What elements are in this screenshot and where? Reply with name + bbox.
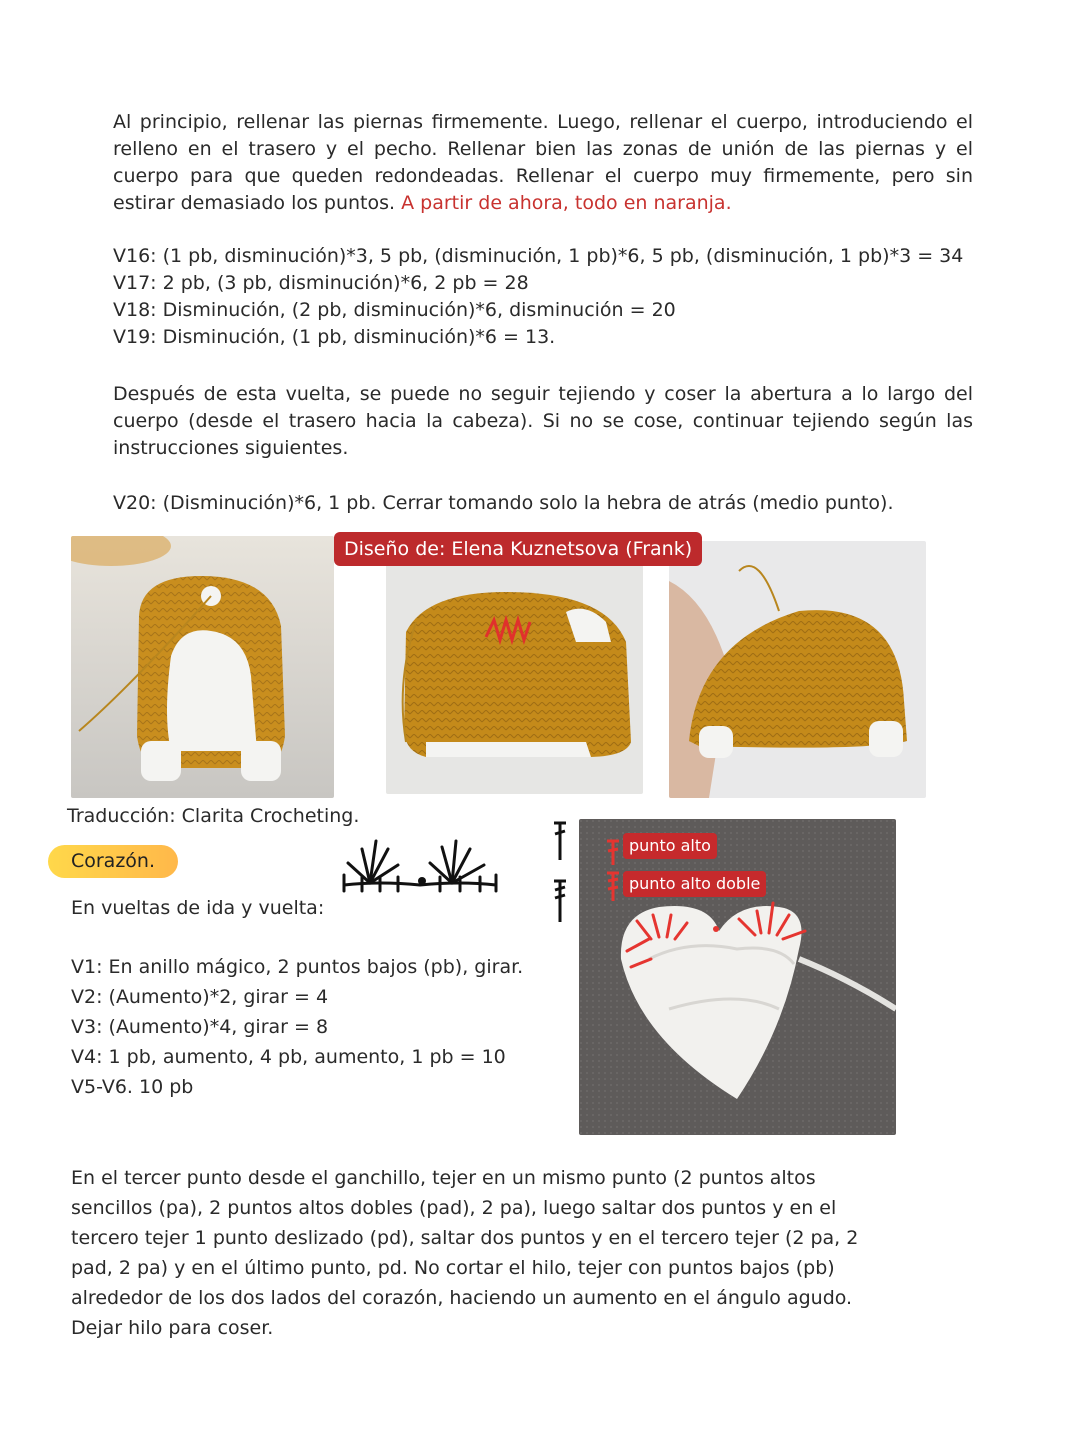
photo-body-back	[71, 536, 334, 798]
heart-intro: En vueltas de ida y vuelta:	[71, 897, 325, 919]
treble-symbol-icon	[553, 820, 567, 862]
row-v19: V19: Disminución, (1 pb, disminución)*6 = 13.	[113, 326, 556, 348]
heart-row-v1: V1: En anillo mágico, 2 puntos bajos (pb), girar.	[71, 956, 524, 978]
row-v17: V17: 2 pb, (3 pb, disminución)*6, 2 pb = 28	[113, 272, 529, 294]
design-credit-tag: Diseño de: Elena Kuznetsova (Frank)	[334, 532, 702, 566]
intro-highlight: A partir de ahora, todo en naranja.	[401, 192, 732, 214]
heart-rows	[71, 952, 523, 1102]
heart-row-v5-v6: V5-V6. 10 pb	[71, 1076, 194, 1098]
intro-paragraph	[113, 109, 973, 217]
heart-row-v2: V2: (Aumento)*2, girar = 4	[71, 986, 329, 1008]
row-v20: V20: (Disminución)*6, 1 pb. Cerrar tomando solo la hebra de atrás (medio punto).	[113, 492, 894, 514]
legend-double-treble-label: punto alto doble	[623, 871, 766, 897]
legend-treble-label: punto alto	[623, 833, 717, 859]
intro-text: Al principio, rellenar las piernas firmemente. Luego, rellenar el cuerpo, introduciendo el relleno en el trasero y el pecho. Rellenar bien las zonas de unión de las piernas y el cuerpo para que queden redondeadas. Rellenar el cuerpo muy firmemente, pero sin estirar demasiado los puntos.	[113, 111, 973, 214]
heart-row-v3: V3: (Aumento)*4, girar = 8	[71, 1016, 329, 1038]
photo-body-hand	[669, 541, 926, 798]
heart-row-v4: V4: 1 pb, aumento, 4 pb, aumento, 1 pb = 10	[71, 1046, 506, 1068]
row-v18: V18: Disminución, (2 pb, disminución)*6, disminución = 20	[113, 299, 676, 321]
photo-body-side	[386, 542, 643, 794]
heart-instructions: En el tercer punto desde el ganchillo, tejer en un mismo punto (2 puntos altos sencillos (pa), 2 puntos altos dobles (pad), 2 pa), luego saltar dos puntos y en el tercero tejer 1 punto deslizado (pd), saltar dos puntos y en el tercero tejer (2 pa, 2 pad, 2 pa) y en el último punto, pd. No cortar el hilo, tejer con puntos bajos (pb) alrededor de los dos lados del corazón, haciendo un aumento en el ángulo agudo. Dejar hilo para coser.	[71, 1167, 859, 1339]
double-treble-symbol-icon	[553, 878, 567, 924]
row-v16: V16: (1 pb, disminución)*3, 5 pb, (disminución, 1 pb)*6, 5 pb, (disminución, 1 pb)*3 = 34	[113, 245, 964, 267]
after-rows-paragraph: Después de esta vuelta, se puede no seguir tejiendo y coser la abertura a lo largo del cuerpo (desde el trasero hacia la cabeza). Si no se cose, continuar tejiendo según las instrucciones siguientes.	[113, 383, 973, 459]
heart-section-title: Corazón.	[48, 845, 178, 878]
body-rows	[113, 243, 963, 351]
translation-credit: Traducción: Clarita Crocheting.	[67, 805, 360, 827]
stitch-chart-diagram	[340, 835, 500, 893]
photo-heart	[579, 819, 896, 1135]
